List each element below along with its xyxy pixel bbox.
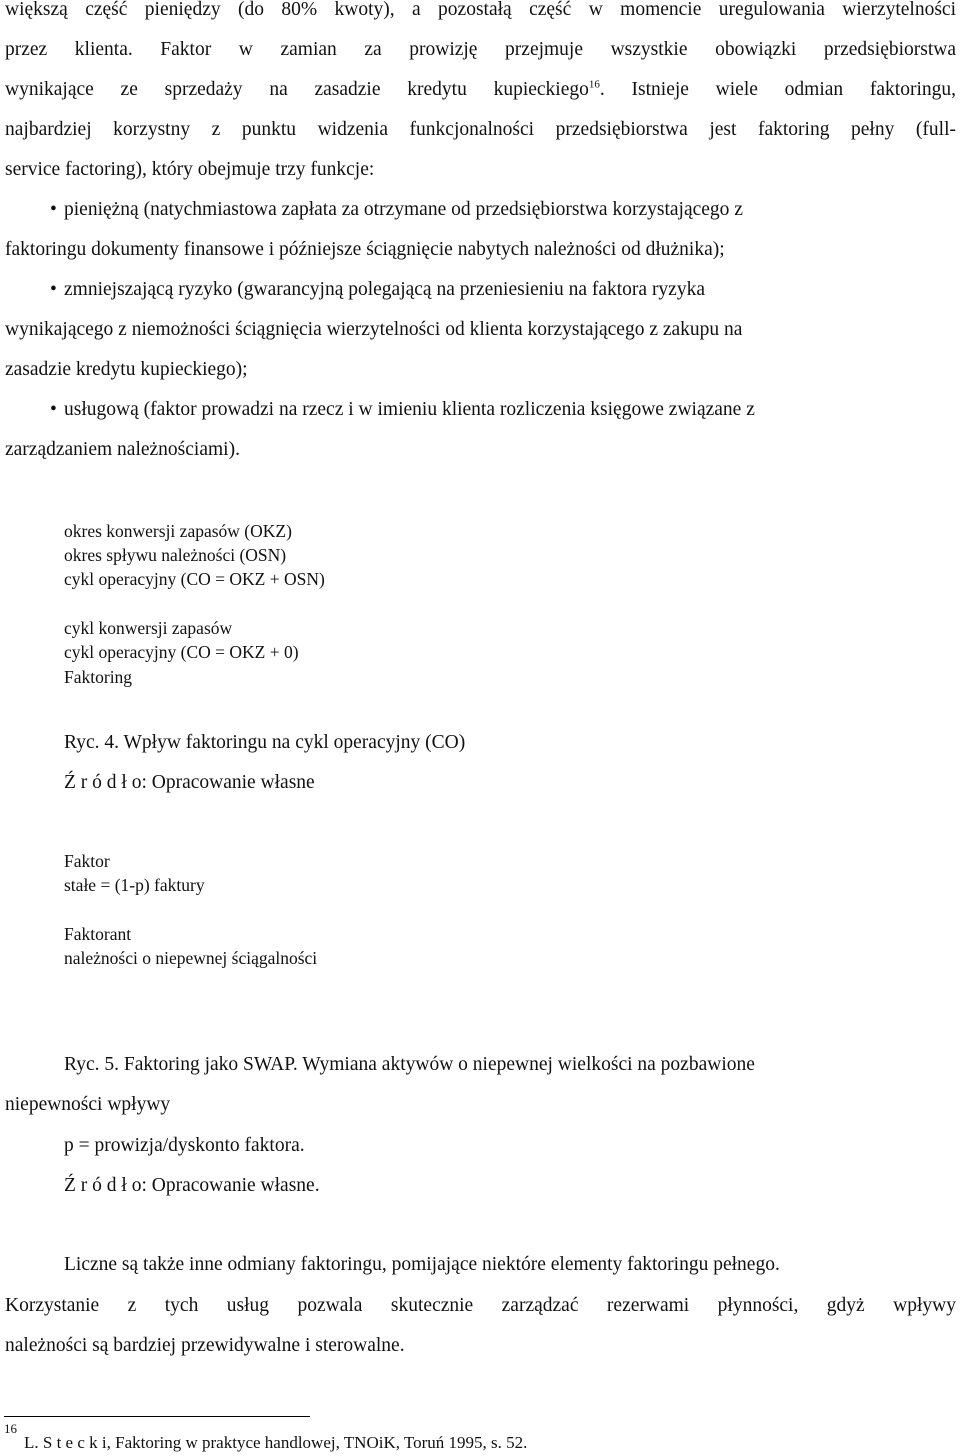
bullet-text: usługową (faktor prowadzi na rzecz i w imieniu klienta rozliczenia księgowe związane z <box>64 399 755 420</box>
figure-label: cykl konwersji zapasów <box>64 618 233 638</box>
figure-label: cykl operacyjny (CO = OKZ + OSN) <box>64 569 325 589</box>
figure-source: Ź r ó d ł o: Opracowanie własne <box>64 772 315 793</box>
figure-label: stałe = (1-p) faktury <box>64 875 205 895</box>
bullet-item <box>50 278 705 302</box>
footnote-number: 16 <box>4 1421 17 1436</box>
bullet-icon: • <box>50 399 57 420</box>
bullet-icon: • <box>50 199 57 220</box>
figure-label: cykl operacyjny (CO = OKZ + 0) <box>64 642 299 662</box>
footnote-separator <box>4 1416 310 1417</box>
paragraph-text: wynikające ze sprzedaży na zasadzie kredytu kupieckiego <box>5 79 589 100</box>
figure-caption: Ryc. 5. Faktoring jako SWAP. Wymiana aktywów o niepewnej wielkości na pozbawione <box>64 1054 755 1075</box>
bullet-continuation: faktoringu dokumenty finansowe i późniejsze ściągnięcie nabytych należności od dłużnika); <box>5 239 725 260</box>
bullet-item <box>50 398 755 422</box>
bullet-continuation: wynikającego z niemożności ściągnięcia wierzytelności od klienta korzystającego z zakupu na <box>5 319 743 340</box>
paragraph-line <box>5 78 956 102</box>
bullet-text: pieniężną (natychmiastowa zapłata za otrzymane od przedsiębiorstwa korzystającego z <box>64 199 743 220</box>
bullet-icon: • <box>50 279 57 300</box>
figure-label: Faktoring <box>64 667 133 687</box>
bullet-item <box>50 198 743 222</box>
figure-label: Faktor <box>64 851 110 871</box>
figure-caption: Ryc. 4. Wpływ faktoringu na cykl operacyjny (CO) <box>64 732 466 753</box>
paragraph-text: . Istnieje wiele odmian faktoringu, <box>599 79 957 100</box>
figure-label: Faktorant <box>64 924 132 944</box>
paragraph-line: większą część pieniędzy (do 80% kwoty), a pozostałą część w momencie uregulowania wierzytelności <box>5 0 956 20</box>
bullet-text: zmniejszającą ryzyko (gwarancyjną polegającą na przeniesieniu na faktora ryzyka <box>64 279 705 300</box>
figure-source: Ź r ó d ł o: Opracowanie własne. <box>64 1175 320 1196</box>
bullet-continuation: zasadzie kredytu kupieckiego); <box>5 359 248 380</box>
figure-caption: niepewności wpływy <box>5 1094 171 1115</box>
figure-label: okres spływu należności (OSN) <box>64 545 287 565</box>
paragraph-line: przez klienta. Faktor w zamian za prowizję przejmuje wszystkie obowiązki przedsiębiorstwa <box>5 39 956 60</box>
paragraph-line: Liczne są także inne odmiany faktoringu, pomijające niektóre elementy faktoringu pełnego. <box>64 1254 780 1275</box>
figure-label: należności o niepewnej ściągalności <box>64 948 318 968</box>
paragraph-line: należności są bardziej przewidywalne i sterowalne. <box>5 1335 405 1356</box>
figure-note: p = prowizja/dyskonto faktora. <box>64 1135 305 1156</box>
paragraph-line: Korzystanie z tych usług pozwala skutecznie zarządzać rezerwami płynności, gdyż wpływy <box>5 1295 956 1316</box>
bullet-continuation: zarządzaniem należnościami). <box>5 439 240 460</box>
footnote-ref: 16 <box>588 78 600 91</box>
figure-label: okres konwersji zapasów (OKZ) <box>64 521 292 541</box>
paragraph-line: najbardziej korzystny z punktu widzenia funkcjonalności przedsiębiorstwa jest faktoring pełny (full- <box>5 119 956 140</box>
paragraph-line: service factoring), który obejmuje trzy funkcje: <box>5 159 375 180</box>
footnote-text: L. S t e c k i, Faktoring w praktyce handlowej, TNOiK, Toruń 1995, s. 52. <box>24 1433 528 1452</box>
